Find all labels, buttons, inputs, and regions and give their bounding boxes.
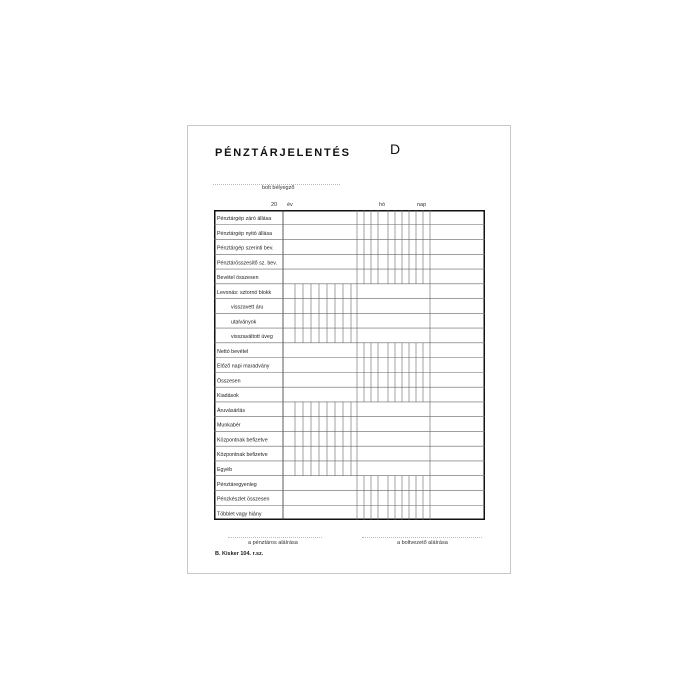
row-label: Kiadások [217, 393, 239, 400]
row-label: Egyéb [217, 466, 233, 473]
row-label: Pénztárösszesítő sz. bev. [217, 260, 277, 267]
report-table [214, 210, 485, 520]
row-label: visszaváltott üveg [231, 334, 273, 341]
row-label: Pénztárgép záró állása [217, 216, 272, 223]
date-month-label: hó [379, 202, 386, 208]
row-label: Pénztáregyenleg [217, 481, 257, 488]
form-letter: D [390, 141, 401, 157]
cashier-signature-label: a pénztáros aláírása [248, 540, 298, 546]
row-label: Központnak befizetve [217, 437, 268, 444]
form-title: PÉNZTÁRJELENTÉS [215, 147, 351, 159]
date-prefix: 20 [271, 202, 278, 208]
row-label: Áruvásárlás [217, 407, 245, 414]
row-label: Pénztárgép nyitó állása [217, 230, 273, 237]
row-label: Központnak befizetve [217, 452, 268, 459]
row-label: Összesen [217, 378, 241, 385]
row-label: Munkabér [217, 422, 241, 429]
date-year-label: év [287, 202, 293, 208]
manager-signature-line [362, 537, 482, 538]
row-label: visszavett áru [231, 304, 264, 311]
row-label: Előző napi maradvány [217, 363, 270, 370]
row-label: Pénzkészlet összesen [217, 496, 270, 503]
row-label: Bevétel összesen [217, 275, 259, 282]
stamp-label: bolt bélyegző [262, 185, 295, 191]
manager-signature-label: a boltvezető aláírása [397, 540, 448, 546]
row-label: Nettó bevétel [217, 348, 249, 355]
row-label: utalványok [231, 319, 257, 326]
form-footer: B. Kisker 104. r.sz. [215, 551, 264, 557]
row-label: Pénztárgép szerinti bev. [217, 245, 274, 252]
cashier-signature-line [228, 537, 322, 538]
row-label: Többlet vagy hiány [217, 511, 262, 518]
row-label: Levonás: sztornó blokk [217, 289, 272, 296]
date-day-label: nap [417, 202, 427, 208]
